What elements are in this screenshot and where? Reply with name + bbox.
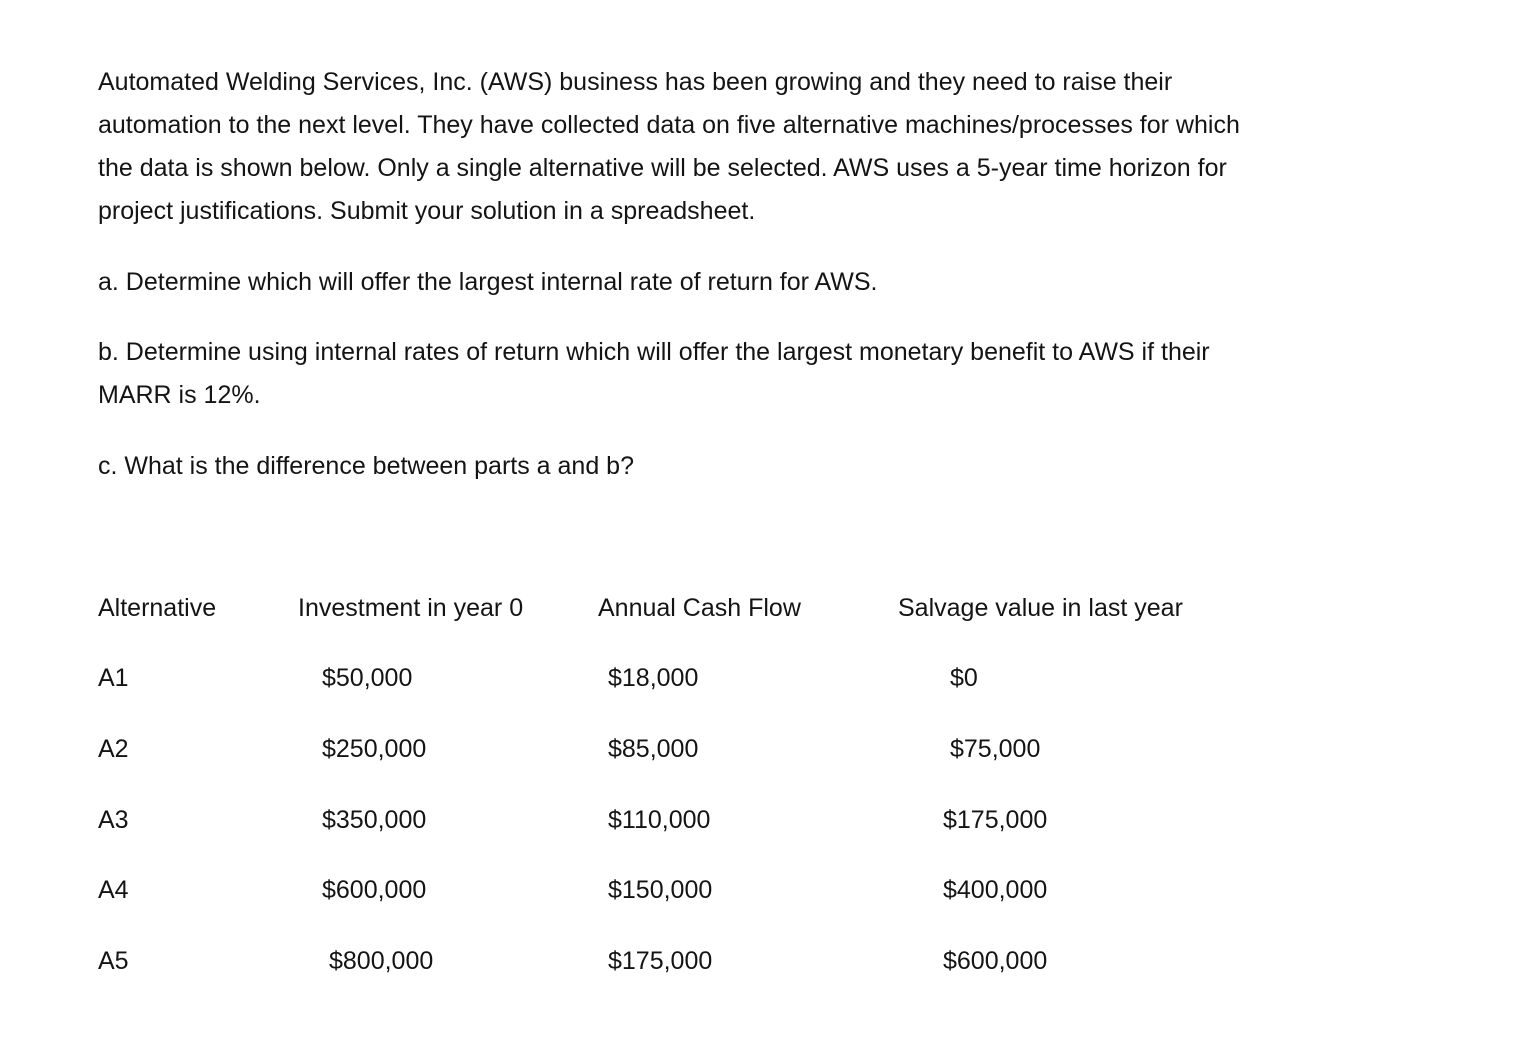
table-cell-investment: $800,000 <box>329 947 434 975</box>
table-cell-investment: $50,000 <box>322 664 413 692</box>
table-cell-salvage-value: $0 <box>950 664 978 692</box>
table-header-salvage-value: Salvage value in last year <box>898 594 1183 622</box>
table-cell-investment: $600,000 <box>322 876 427 904</box>
question-b-line: b. Determine using internal rates of return which will offer the largest monetary benefit to AWS if their <box>98 338 1210 366</box>
table-cell-annual-cash-flow: $175,000 <box>608 947 713 975</box>
table-cell-annual-cash-flow: $18,000 <box>608 664 699 692</box>
table-cell-salvage-value: $75,000 <box>950 735 1041 763</box>
table-cell-salvage-value: $600,000 <box>943 947 1048 975</box>
question-a-text: a. Determine which will offer the largest internal rate of return for AWS. <box>98 268 878 296</box>
table-cell-annual-cash-flow: $85,000 <box>608 735 699 763</box>
table-cell-salvage-value: $175,000 <box>943 806 1048 834</box>
table-cell-alternative: A5 <box>98 947 129 975</box>
question-c-text: c. What is the difference between parts a and b? <box>98 452 634 480</box>
table-cell-investment: $250,000 <box>322 735 427 763</box>
table-cell-alternative: A4 <box>98 876 129 904</box>
table-cell-investment: $350,000 <box>322 806 427 834</box>
intro-line: Automated Welding Services, Inc. (AWS) business has been growing and they need to raise their <box>98 68 1173 96</box>
table-cell-alternative: A3 <box>98 806 129 834</box>
intro-line: automation to the next level. They have collected data on five alternative machines/processes for which <box>98 111 1240 139</box>
table-cell-annual-cash-flow: $110,000 <box>608 806 711 834</box>
intro-line: the data is shown below. Only a single alternative will be selected. AWS uses a 5-year time horizon for <box>98 154 1227 182</box>
question-b-line: MARR is 12%. <box>98 381 261 409</box>
table-cell-salvage-value: $400,000 <box>943 876 1048 904</box>
table-header-investment: Investment in year 0 <box>298 594 524 622</box>
table-cell-alternative: A1 <box>98 664 129 692</box>
intro-line: project justifications. Submit your solution in a spreadsheet. <box>98 197 756 225</box>
table-cell-alternative: A2 <box>98 735 129 763</box>
table-cell-annual-cash-flow: $150,000 <box>608 876 713 904</box>
table-header-annual-cash-flow: Annual Cash Flow <box>598 594 801 622</box>
table-header-alternative: Alternative <box>98 594 217 622</box>
